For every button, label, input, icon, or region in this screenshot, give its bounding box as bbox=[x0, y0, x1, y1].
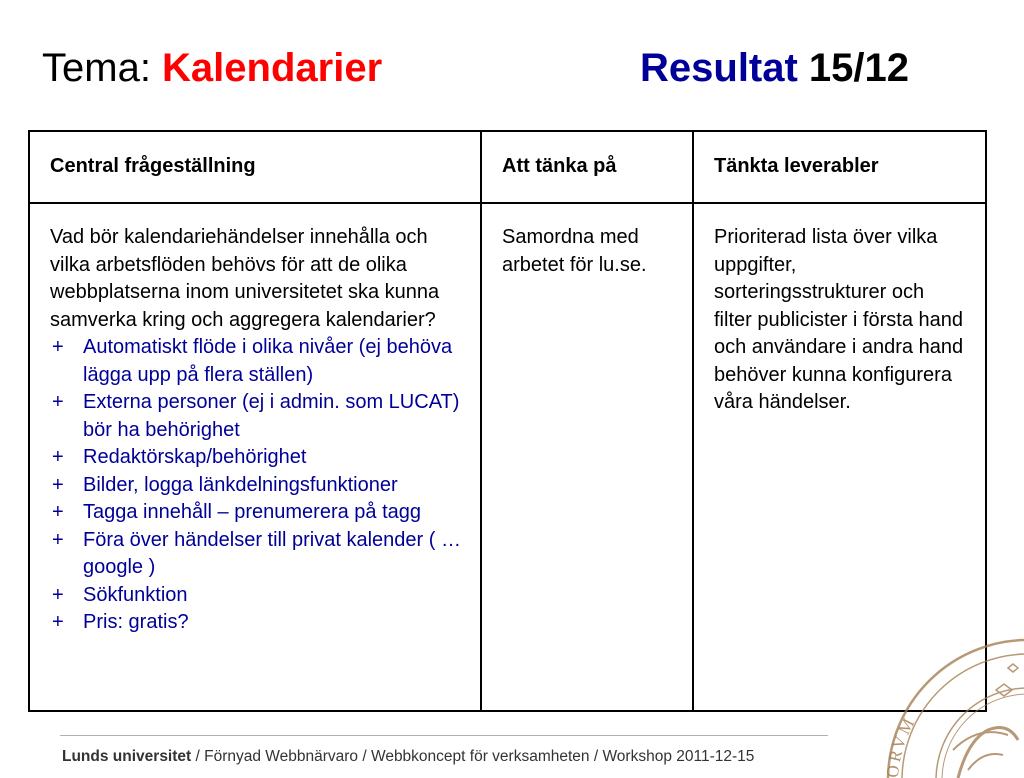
slide-title bbox=[42, 44, 382, 92]
footer-part: Webbkoncept för verksamheten bbox=[370, 748, 594, 765]
header-consider: Att tänka på bbox=[481, 131, 693, 203]
list-item: + Redaktörskap/behörighet bbox=[50, 444, 462, 472]
result-heading bbox=[640, 44, 909, 92]
header-deliverables: Tänkta leverabler bbox=[693, 131, 986, 203]
workshop-table bbox=[28, 130, 987, 712]
footer: Lunds universitet / Förnyad Webbnärvaro / Webbkoncept för verksamheten / Workshop 2011-12-15 bbox=[62, 748, 755, 765]
plus-bullet: + bbox=[52, 583, 64, 606]
plus-bullet: + bbox=[52, 336, 64, 358]
table-header-row bbox=[29, 131, 986, 203]
footer-part: Workshop 2011-12-15 bbox=[602, 748, 755, 765]
list-item: + Automatiskt flöde i olika nivåer (ej behöva lägga upp på flera ställen) bbox=[52, 336, 453, 386]
result-label: Resultat bbox=[640, 46, 798, 90]
footer-divider bbox=[60, 735, 828, 736]
university-seal-icon bbox=[858, 630, 1024, 778]
header-central-question: Central frågeställning bbox=[29, 131, 481, 203]
list-item: + Sökfunktion bbox=[50, 582, 462, 610]
plus-bullet: + bbox=[52, 473, 64, 496]
result-date: 15/12 bbox=[797, 46, 910, 90]
plus-bullet: + bbox=[52, 391, 64, 413]
list-item: + Tagga innehåll – prenumerera på tagg bbox=[50, 499, 462, 527]
plus-bullet: + bbox=[52, 446, 64, 468]
plus-bullet: + bbox=[52, 501, 64, 523]
list-item: + Externa personer (ej i admin. som LUCAT) bör ha behörighet bbox=[52, 391, 460, 441]
cell-deliverables: Prioriterad lista över vilka uppgifter, sorteringsstrukturer och filter publicister i första hand och användare i andra hand behöver kunna konfigurera våra händelser. bbox=[693, 203, 986, 711]
svg-text:ORVM bbox=[883, 713, 920, 778]
seal-text: ORVM bbox=[882, 712, 920, 778]
cell-central-question bbox=[29, 203, 481, 711]
list-item: + Föra över händelser till privat kalender ( … google ) bbox=[52, 528, 461, 578]
title-topic: Kalendarier bbox=[162, 46, 383, 90]
list-item: + Pris: gratis? bbox=[50, 609, 462, 637]
plus-bullet: + bbox=[52, 528, 64, 551]
title-prefix: Tema: bbox=[42, 46, 163, 90]
footer-university: Lunds universitet bbox=[62, 748, 192, 765]
footer-part: Förnyad Webbnärvaro bbox=[204, 748, 359, 765]
central-question-intro: Vad bör kalendariehändelser innehålla och vilka arbetsflöden behövs för att de olika webbplatserna inom universitetet ska kunna samverka kring och aggregera kalendarier? bbox=[50, 226, 440, 331]
table-body-row bbox=[29, 203, 986, 711]
plus-bullet: + bbox=[52, 611, 64, 633]
bullet-list bbox=[50, 334, 462, 637]
cell-consider: Samordna med arbetet för lu.se. bbox=[481, 203, 693, 711]
list-item: + Bilder, logga länkdelningsfunktioner bbox=[50, 472, 462, 500]
